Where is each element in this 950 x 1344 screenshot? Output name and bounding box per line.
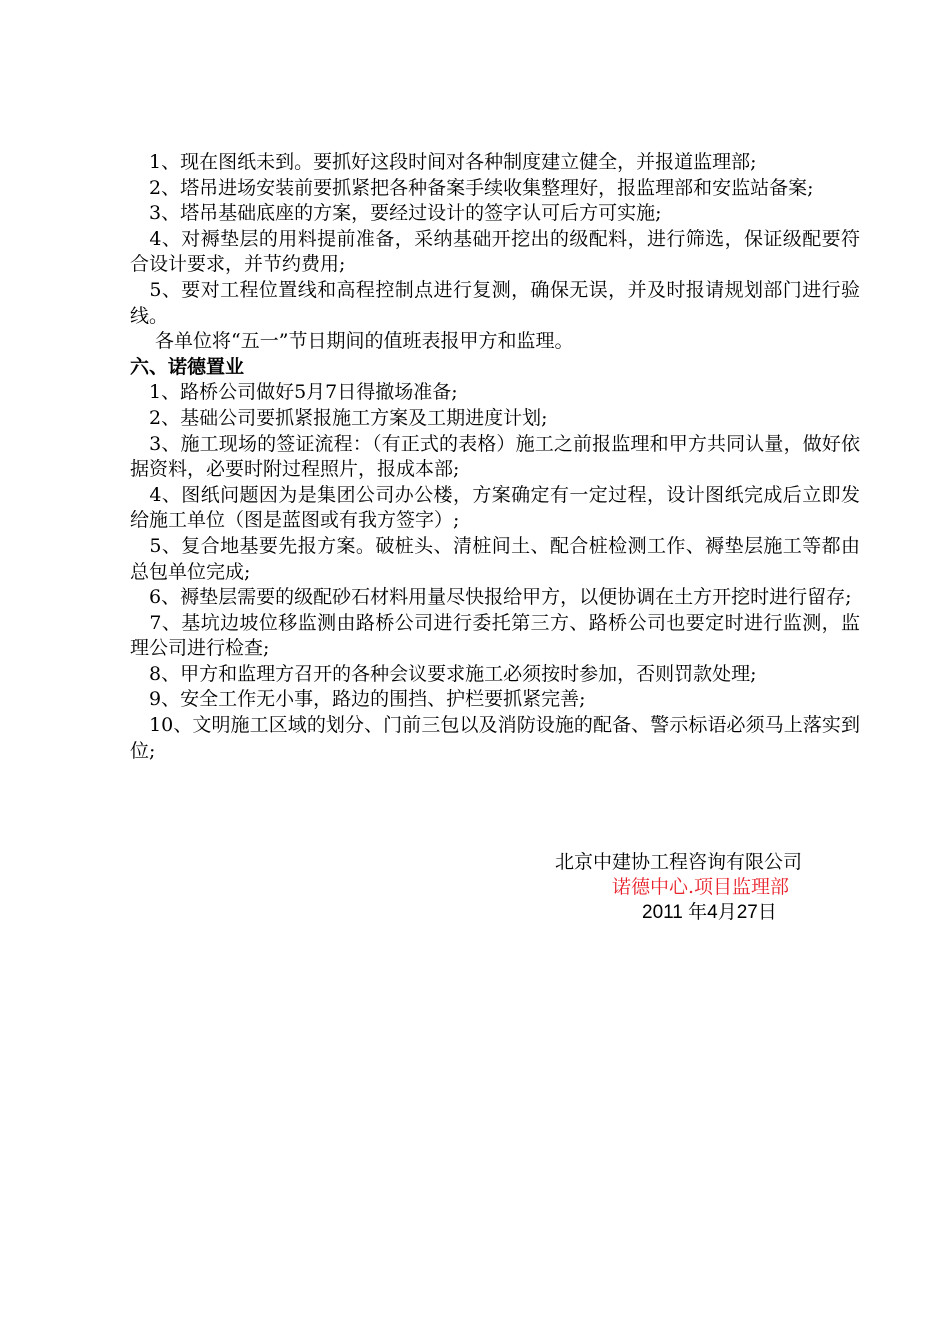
signature-department: 诺德中心.项目监理部 bbox=[612, 876, 790, 898]
paragraph: 1、路桥公司做好5月7日得撤场准备; bbox=[130, 381, 458, 404]
paragraph: 3、施工现场的签证流程：（有正式的表格）施工之前报监理和甲方共同认量，做好依据资料，必要时附过程照片，报成本部; bbox=[130, 432, 860, 481]
paragraph: 9、安全工作无小事，路边的围挡、护栏要抓紧完善; bbox=[130, 688, 586, 711]
paragraph: 4、对褥垫层的用料提前准备，采纳基础开挖出的级配料，进行筛选，保证级配要符合设计要求，并节约费用; bbox=[130, 227, 860, 276]
paragraph: 3、塔吊基础底座的方案，要经过设计的签字认可后方可实施; bbox=[130, 202, 662, 225]
section-heading: 六、诺德置业 bbox=[130, 355, 245, 378]
paragraph: 8、甲方和监理方召开的各种会议要求施工必须按时参加，否则罚款处理; bbox=[130, 662, 757, 685]
paragraph: 1、现在图纸未到。要抓好这段时间对各种制度建立健全，并报道监理部; bbox=[130, 151, 757, 173]
paragraph: 6、褥垫层需要的级配砂石材料用量尽快报给甲方，以便协调在土方开挖时进行留存; bbox=[130, 586, 852, 609]
paragraph: 5、要对工程位置线和高程控制点进行复测，确保无误，并及时报请规划部门进行验线。 bbox=[130, 278, 860, 327]
paragraph: 2、基础公司要抓紧报施工方案及工期进度计划; bbox=[130, 406, 548, 429]
paragraph: 2、塔吊进场安装前要抓紧把各种备案手续收集整理好，报监理部和安监站备案; bbox=[130, 176, 814, 199]
signature-date: 2011 年4月27日 bbox=[642, 902, 777, 923]
paragraph: 各单位将“五一”节日期间的值班表报甲方和监理。 bbox=[130, 330, 574, 353]
signature-company: 北京中建协工程咨询有限公司 bbox=[555, 851, 803, 873]
paragraph: 5、复合地基要先报方案。破桩头、清桩间土、配合桩检测工作、褥垫层施工等都由总包单位完成; bbox=[130, 534, 860, 583]
document-body bbox=[130, 150, 860, 764]
paragraph: 4、图纸问题因为是集团公司办公楼，方案确定有一定过程，设计图纸完成后立即发给施工单位（图是蓝图或有我方签字）; bbox=[130, 483, 860, 532]
paragraph: 7、基坑边坡位移监测由路桥公司进行委托第三方、路桥公司也要定时进行监测，监理公司进行检查; bbox=[130, 611, 860, 660]
paragraph: 10、文明施工区域的划分、门前三包以及消防设施的配备、警示标语必须马上落实到位; bbox=[130, 714, 860, 762]
